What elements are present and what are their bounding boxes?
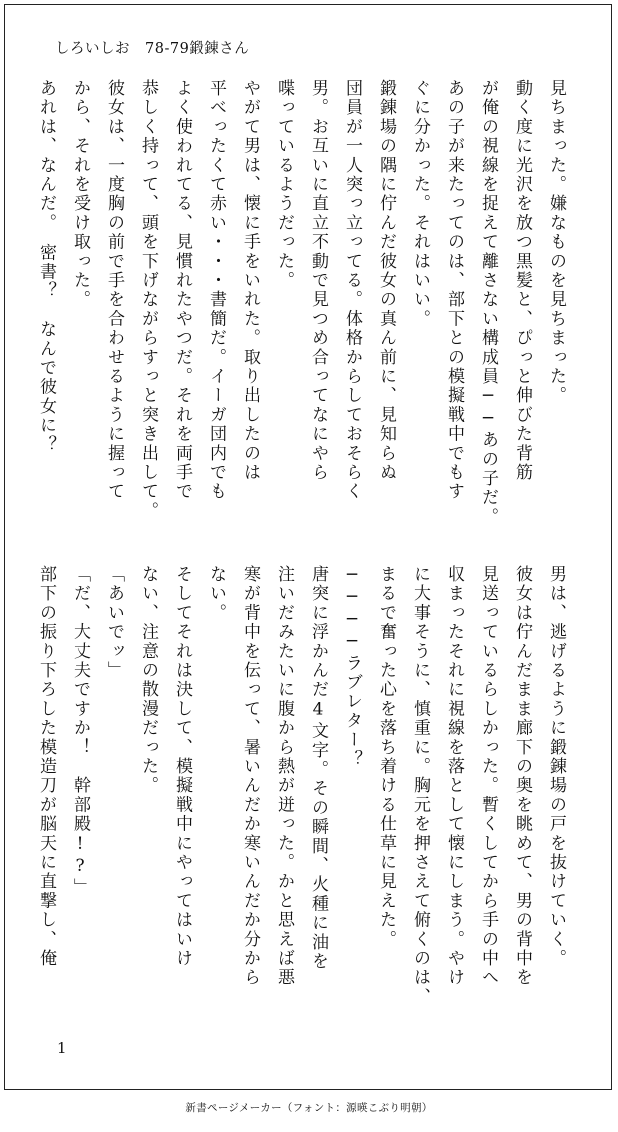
text-column: 唐突に浮かんだ4文字。その瞬間、火種に油を [308, 565, 328, 972]
text-column: ぐに分かった。それはいい。 [410, 79, 430, 329]
text-block-upper [36, 79, 573, 527]
text-column: に大事そうに、慎重に。胸元を押さえて俯くのは、 [410, 565, 430, 1007]
text-column: よく使われてる、見慣れたやつだ。それを両手で [172, 79, 192, 502]
text-block-lower [36, 565, 573, 1013]
text-column: あの子が来たってのは、部下との模擬戦中でもす [444, 79, 464, 502]
text-column: から、それを受け取った。 [70, 79, 90, 310]
text-column: 団員が一人突っ立ってる。体格からしておそらく [342, 79, 362, 502]
text-column: 注いだみたいに腹から熱が迸った。かと思えば悪 [274, 565, 294, 988]
text-column: 「だ、大丈夫ですか！ 幹部殿!?」 [70, 565, 90, 898]
text-column: まるで奮った心を落ち着ける仕草に見えた。 [376, 565, 396, 949]
text-column: 見送っているらしかった。暫くしてから手の中へ [478, 565, 498, 988]
text-column: 男は、逃げるように鍛錬場の戸を抜けていく。 [546, 565, 566, 969]
page-number: 1 [57, 1039, 67, 1057]
footer-credit: 新書ページメーカー（フォント：源暎こぶり明朝） [185, 1102, 433, 1114]
text-column: 収まったそれに視線を落として懐にしまう。やけ [444, 565, 464, 988]
text-column: 鍛錬場の隅に佇んだ彼女の真ん前に、見知らぬ [376, 79, 396, 483]
text-column: やがて男は、懐に手をいれた。取り出したのは [240, 79, 260, 483]
text-column: 彼女は佇んだまま廊下の奥を眺めて、男の背中を [512, 565, 532, 988]
text-column: 喋っているようだった。 [274, 79, 294, 291]
text-column: ない、注意の散漫だった。 [138, 565, 158, 796]
text-column: 部下の振り下ろした模造刀が脳天に直撃し、俺 [36, 565, 56, 969]
text-column: 寒が背中を伝って、暑いんだか寒いんだか分から [240, 565, 260, 988]
text-column: 平べったくて赤い・・・書簡だ。イーガ団内でも [206, 79, 226, 502]
text-column: あれは、なんだ。 密書？ なんで彼女に？ [36, 79, 56, 455]
text-column: 彼女は、一度胸の前で手を合わせるように握って [104, 79, 124, 502]
text-column: 動く度に光沢を放つ黒髪と、ぴっと伸びた背筋 [512, 79, 532, 483]
book-page [4, 4, 612, 1090]
text-column: 男。お互いに直立不動で見つめ合ってなにやら [308, 79, 328, 483]
text-column: ない。 [206, 565, 226, 623]
text-column: ────ラブレター？ [342, 565, 362, 769]
text-column: 恭しく持って、頭を下げながらすっと突き出して。 [138, 79, 158, 521]
text-column: そしてそれは決して、模擬戦中にやってはいけ [172, 565, 192, 969]
text-column: 見ちまった。嫌なものを見ちまった。 [546, 79, 566, 406]
page-header-title: しろいしお 78-79鍛錬さん [55, 41, 250, 57]
text-column: が俺の視線を捉えて離さない構成員──あの子だ。 [478, 79, 498, 527]
text-column: 「あいでッ」 [104, 565, 124, 681]
